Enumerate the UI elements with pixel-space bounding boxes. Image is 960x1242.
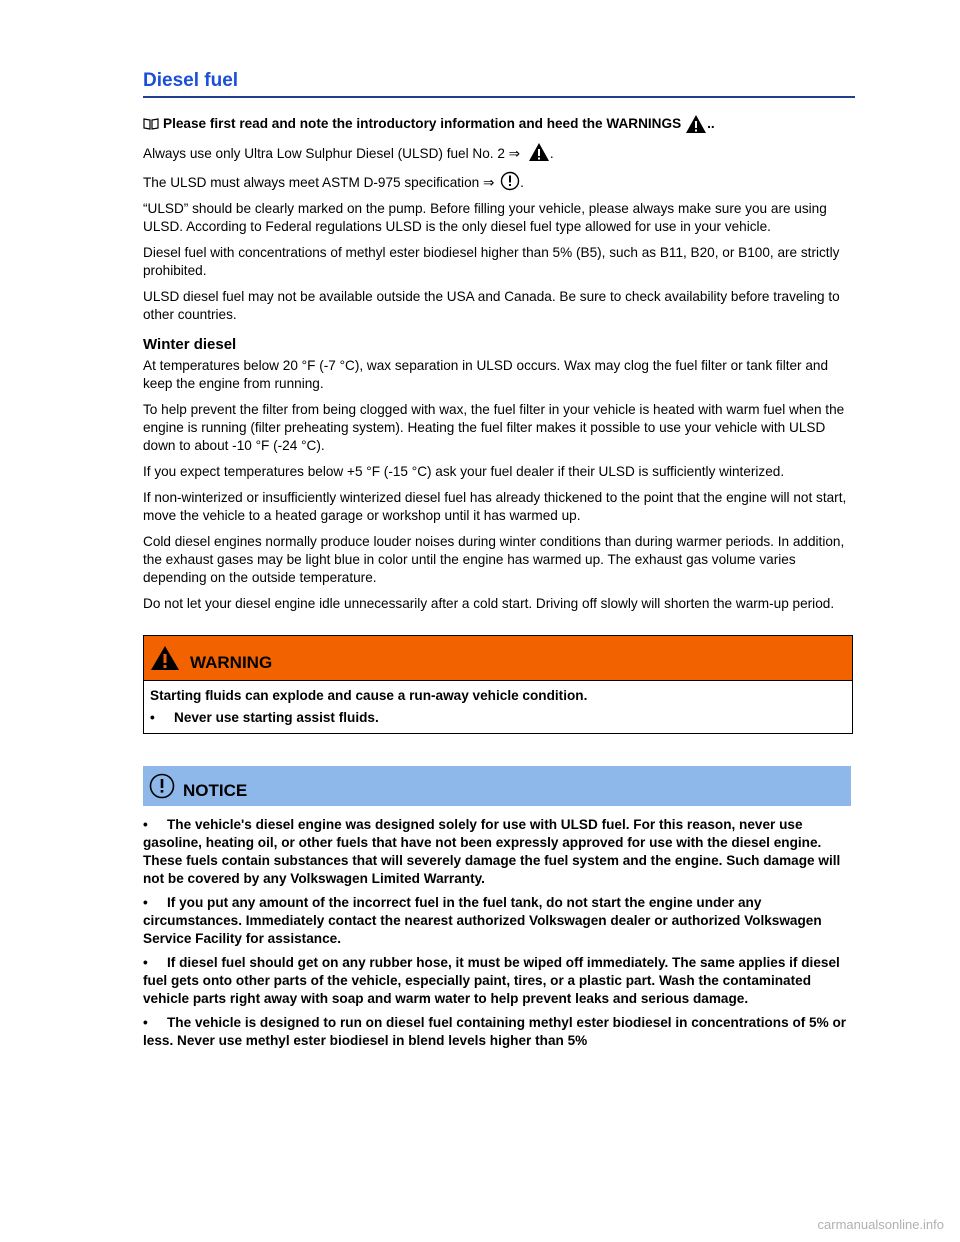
watermark: carmanualsonline.info [817,1217,944,1232]
notice-item-text: The vehicle's diesel engine was designed solely for use with ULSD fuel. For this reason, never use gasoline, heating oil, or other fuels that have not been expressly approved for use with the diesel engine. These fuels contain substances that will severely damage the fuel system and the engine. Such damage will not be covered by any Volkswagen Limited Warranty. [143,817,841,886]
warning-box [143,635,853,734]
notice-item [143,1014,855,1050]
paragraph-availability: ULSD diesel fuel may not be available outside the USA and Canada. Be sure to check availability before traveling to other countries. [143,289,840,322]
notice-item [143,894,855,948]
paragraph-text: The ULSD must always meet ASTM D-975 specification ⇒ [143,175,495,190]
warning-triangle-icon [150,645,180,671]
winter-paragraph: If you expect temperatures below +5 °F (-15 °C) ask your fuel dealer if their ULSD is sufficiently winterized. [143,464,785,479]
bullet: • [143,895,148,910]
winter-paragraph: At temperatures below 20 °F (-7 °C), wax separation in ULSD occurs. Wax may clog the fuel filter or tank filter and keep the engine from running. [143,358,829,391]
notice-header [143,766,851,806]
paragraph-suffix: . [549,146,554,161]
warning-label: WARNING [190,653,273,672]
winter-paragraph: Do not let your diesel engine idle unnecessarily after a cold start. Driving off slowly will shorten the warm-up period. [143,596,835,611]
warning-header [144,636,852,681]
notice-item [143,954,855,1008]
warning-bullet-item [150,707,846,729]
notice-circle-icon[interactable] [500,171,520,191]
warning-triangle-icon[interactable] [528,142,550,162]
winter-paragraph: Cold diesel engines normally produce louder noises during winter conditions than during warmer periods. In addition, the exhaust gases may be light blue in color until the engine has warmed up. The exhaust gas volume varies depending on the outside temperature. [143,534,845,585]
intro-line [143,114,855,134]
warning-body [144,681,852,733]
notice-item-text: If diesel fuel should get on any rubber hose, it must be wiped off immediately. The same applies if diesel fuel gets onto other parts of the vehicle, especially paint, tires, or a plastic part. Wash the contaminated vehicle parts right away with soap and warm water to help prevent leaks and serious damage. [143,955,840,1006]
manual-page [143,70,855,1056]
notice-label: NOTICE [183,781,248,800]
bullet: • [143,1015,148,1030]
notice-list [143,816,855,1050]
winter-heading: Winter diesel [143,336,237,353]
intro-suffix: .. [707,116,715,131]
page-title: Diesel fuel [143,70,855,98]
winter-paragraph: If non-winterized or insufficiently winterized diesel fuel has already thickened to the point that the engine will not start, move the vehicle to a heated garage or workshop until it has warmed up. [143,490,847,523]
paragraph-text: Always use only Ultra Low Sulphur Diesel (ULSD) fuel No. 2 ⇒ [143,146,521,161]
notice-item-text: If you put any amount of the incorrect fuel in the fuel tank, do not start the engine under any circumstances. Immediately contact the nearest authorized Volkswagen dealer or authorized Volkswagen Service Facility for assistance. [143,895,822,946]
notice-item-text: The vehicle is designed to run on diesel fuel containing methyl ester biodiesel in concentrations of 5% or less. Never use methyl ester biodiesel in blend levels higher than 5% [143,1015,847,1048]
book-icon [143,118,159,130]
paragraph-pump: “ULSD” should be clearly marked on the pump. Before filling your vehicle, please always make sure you are using ULSD. According to Federal regulations ULSD is the only diesel fuel type allowed for use in your vehicle. [143,201,827,234]
intro-text: Please first read and note the introductory information and heed the WARNINGS [163,116,682,131]
winter-paragraph: To help prevent the filter from being clogged with wax, the fuel filter in your vehicle is heated with warm fuel when the engine is running (filter preheating system). Heating the fuel filter makes it possible to use your vehicle with ULSD down to about -10 °F (-24 °C). [143,402,845,453]
warning-triangle-icon [685,114,707,134]
paragraph-suffix: . [520,175,524,190]
paragraph-astm [143,171,855,192]
notice-circle-icon [149,773,175,799]
paragraph-biodiesel: Diesel fuel with concentrations of methyl ester biodiesel higher than 5% (B5), such as B11, B20, or B100, are strictly prohibited. [143,245,840,278]
bullet: • [150,710,155,725]
warning-bullet-text: Never use starting assist fluids. [174,710,379,725]
notice-item [143,816,855,888]
bullet: • [143,955,148,970]
bullet: • [143,817,148,832]
paragraph-ulsd-no2 [143,142,855,163]
warning-line: Starting fluids can explode and cause a run-away vehicle condition. [150,688,588,703]
